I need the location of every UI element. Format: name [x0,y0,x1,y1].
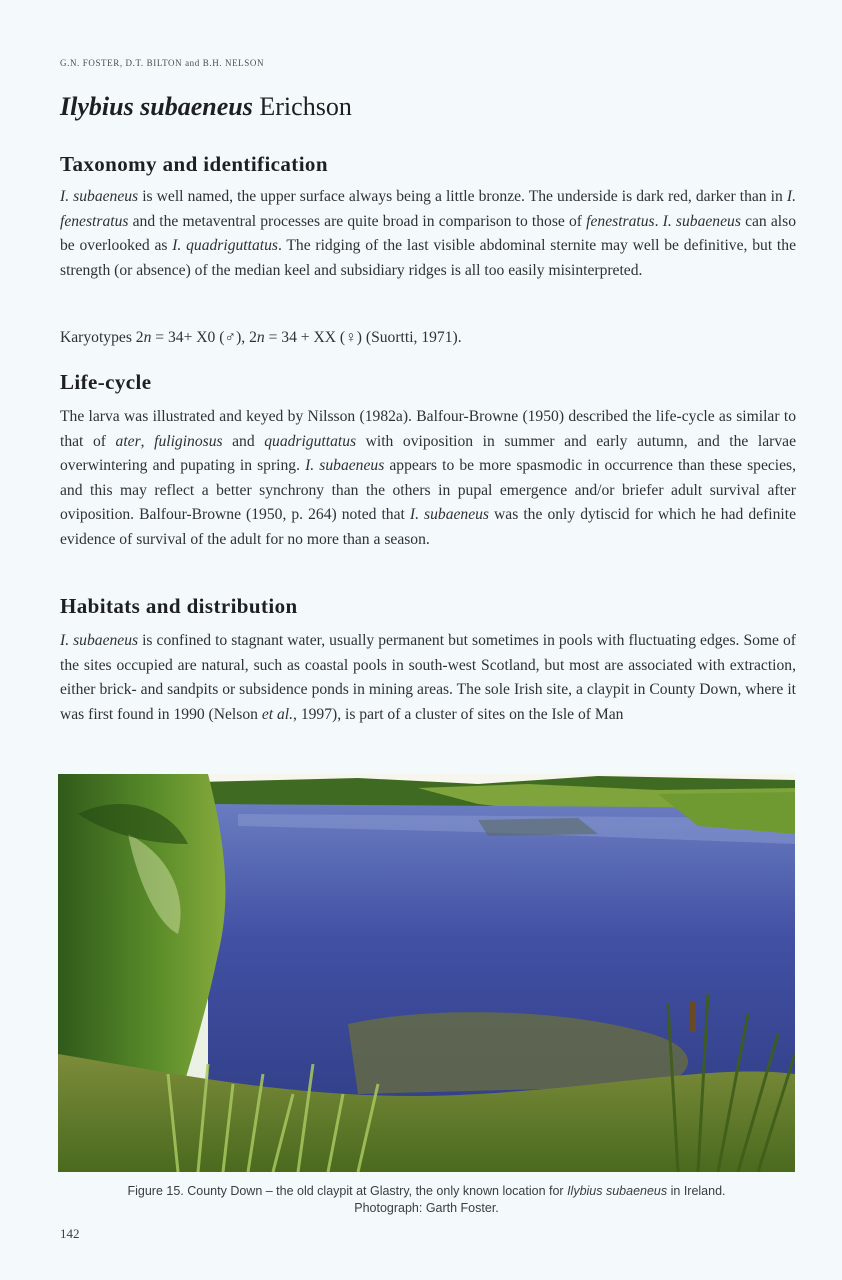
title-species: Ilybius subaeneus [60,92,253,121]
heading-lifecycle: Life-cycle [60,370,152,394]
page-title [60,92,352,122]
figure-caption [58,1183,795,1217]
caption-text: Figure 15. County Down – the old claypit at Glastry, the only known location for Ilybius subaeneus in Ireland. [127,1184,726,1198]
photo-credit: Photograph: Garth Foster. [354,1201,499,1215]
paragraph-lifecycle: The larva was illustrated and keyed by Nilsson (1982a). Balfour-Browne (1950) described the life-cycle as similar to that of ater, fuliginosus and quadriguttatus with oviposition in summer and early autumn, and the larvae overwintering and pupating in spring. I. subaeneus appears to be more spasmodic in occurrence than these species, and this may reflect a better synchrony than the others in pupal emergence and/or briefer adult survival after oviposition. Balfour-Browne (1950, p. 264) noted that I. subaeneus was the only dytiscid for which he had definite evidence of survival of the adult for no more than a season. [60,408,797,548]
heading-taxonomy: Taxonomy and identification [60,152,328,176]
claypit-photo [58,774,795,1172]
heading-habitats: Habitats and distribution [60,594,298,618]
page-number: 142 [60,1226,80,1241]
running-head: G.N. FOSTER, D.T. BILTON and B.H. NELSON [60,58,265,68]
paragraph-karyotypes: Karyotypes 2n = 34+ X0 (♂), 2n = 34 + XX (♀) (Suortti, 1971). [60,329,462,346]
title-author: Erichson [259,92,352,121]
paragraph-habitats: I. subaeneus is confined to stagnant water, usually permanent but sometimes in pools with fluctuating edges. Some of the sites occupied are natural, such as coastal pools in south-west Scotland, but most are associated with extraction, either brick- and sandpits or subsidence ponds in mining areas. The sole Irish site, a claypit in County Down, where it was first found in 1990 (Nelson et al., 1997), is part of a cluster of sites on the Isle of Man [60,632,796,723]
paragraph-taxonomy: I. subaeneus is well named, the upper surface always being a little bronze. The underside is dark red, darker than in I. fenestratus and the metaventral processes are quite broad in comparison to those of fenestratus. I. subaeneus can also be overlooked as I. quadriguttatus. The ridging of the last visible abdominal sternite may well be definitive, but the strength (or absence) of the median keel and subsidiary ridges is all too easily misinterpreted. [60,188,796,279]
